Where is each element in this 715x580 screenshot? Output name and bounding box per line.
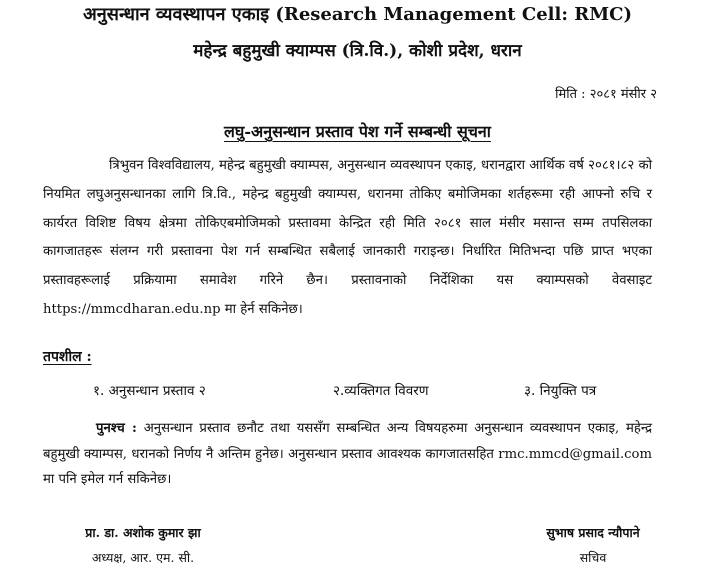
enclosure-item-appointment-letter: ३. नियुक्ति पत्र xyxy=(524,383,597,399)
chairperson-name: प्रा. डा. अशोक कुमार झा xyxy=(85,525,201,540)
signature-chairperson xyxy=(73,524,213,566)
postscript xyxy=(43,416,652,493)
notice-subject xyxy=(0,120,715,142)
postscript-label: पुनश्च : xyxy=(96,421,137,436)
secretary-designation: सचिव xyxy=(579,550,607,565)
enclosure-item-personal-details: २.व्यक्तिगत विवरण xyxy=(333,383,429,399)
secretary-name: सुभाष प्रसाद न्यौपाने xyxy=(546,525,640,540)
notice-subject-text: लघु-अनुसन्धान प्रस्ताव पेश गर्ने सम्बन्धी सूचना xyxy=(224,122,491,141)
office-title: अनुसन्धान व्यवस्थापन एकाइ (Research Management Cell: RMC) xyxy=(83,4,632,25)
enclosure-item-proposal: १. अनुसन्धान प्रस्ताव २ xyxy=(93,383,206,399)
enclosure-heading: तपशील : xyxy=(43,349,92,365)
signature-secretary xyxy=(528,524,658,566)
chairperson-designation: अध्यक्ष, आर. एम. सी. xyxy=(91,550,195,565)
postscript-text: अनुसन्धान प्रस्ताव छनौट तथा यससँग सम्बन्धित अन्य विषयहरुमा अनुसन्धान व्यवस्थापन एकाइ, महेन्द्र बहुमुखी क्याम्पस, धरानको निर्णय नै अन्तिम हुनेछ। अनुसन्धान प्रस्ताव आवश्यक कागजातसहित rmc.mmcd@gmail.com मा पनि इमेल गर्न सकिनेछ। xyxy=(43,421,652,487)
notice-date: मिति : २०८१ मंसीर २ xyxy=(555,87,657,102)
notice-body: त्रिभुवन विश्वविद्यालय, महेन्द्र बहुमुखी क्याम्पस, अनुसन्धान व्यवस्थापन एकाइ, धरानद्वारा आर्थिक वर्ष २०८१।८२ को नियमित लघुअनुसन्धानका लागि त्रि.वि., महेन्द्र बहुमुखी क्याम्पस, धरानमा तोकिए बमोजिमका शर्तहरूमा रही आफ्नो रुचि र कार्यरत विशिष्ट विषय क्षेत्रमा तोकिएबमोजिमको प्रस्तावमा केन्द्रित रही मिति २०८१ साल मंसीर मसान्त सम्म तपसिलका कागजातहरू संलग्न गरी प्रस्तावना पेश गर्न सम्बन्धित सबैलाई जानकारी गराइन्छ। निर्धारित मितिभन्दा पछि प्राप्त भएका प्रस्तावहरूलाई प्रक्रियामा समावेश गरिने छैन। प्रस्तावनाको निर्देशिका यस क्याम्पसको वेवसाइट https://mmcdharan.edu.np मा हेर्न सकिनेछ। xyxy=(43,158,652,317)
campus-title: महेन्द्र बहुमुखी क्याम्पस (त्रि.वि.), कोशी प्रदेश, धरान xyxy=(193,41,522,61)
